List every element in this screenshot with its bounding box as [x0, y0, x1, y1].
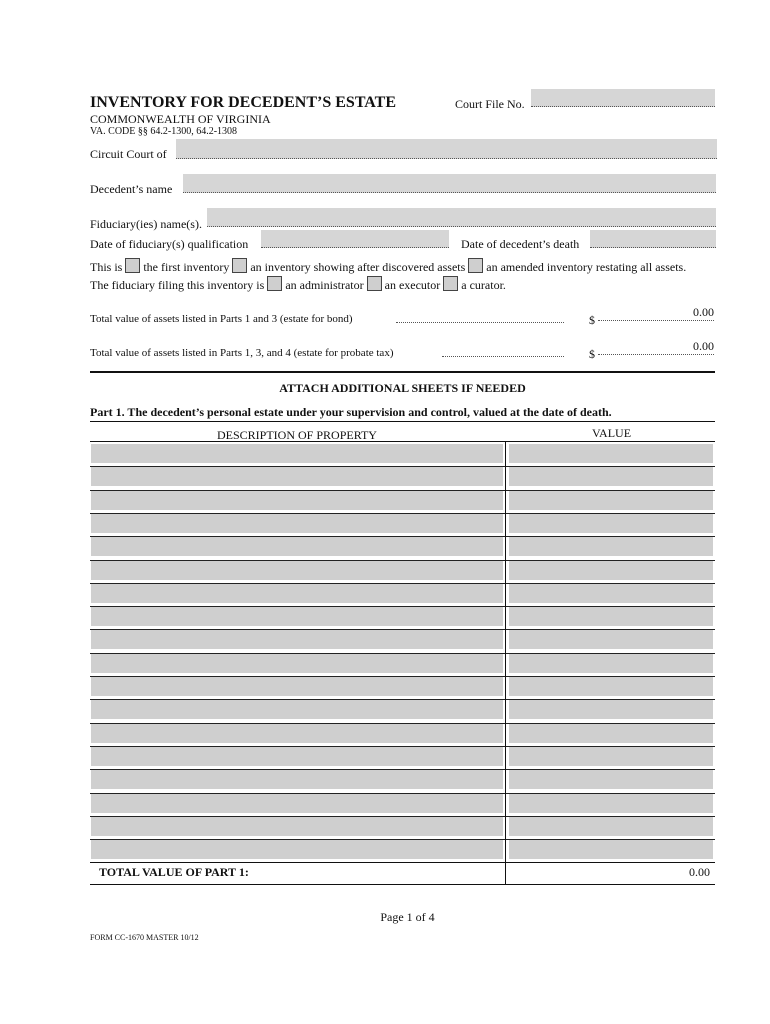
part1-total-label: TOTAL VALUE OF PART 1: — [99, 865, 249, 879]
description-input[interactable] — [91, 794, 503, 813]
fiduciary-type-row — [90, 276, 506, 292]
part1-heading: Part 1. The decedent’s personal estate under your supervision and control, valued at the date of death. — [90, 405, 612, 419]
fiduciary-type-prefix: The fiduciary filing this inventory is — [90, 278, 265, 292]
value-input[interactable] — [509, 747, 713, 766]
administrator-checkbox[interactable] — [267, 276, 282, 291]
row-divider — [90, 793, 715, 794]
total-row-top-rule — [90, 862, 715, 863]
value-input[interactable] — [509, 770, 713, 789]
inventory-type-prefix: This is — [90, 260, 123, 274]
first-inventory-label: the first inventory — [143, 260, 230, 274]
description-input[interactable] — [91, 724, 503, 743]
row-divider — [90, 653, 715, 654]
fiduciary-names-label: Fiduciary(ies) name(s). — [90, 217, 202, 231]
value-input[interactable] — [509, 444, 713, 463]
court-file-input[interactable] — [531, 89, 715, 107]
first-inventory-checkbox[interactable] — [125, 258, 140, 273]
bond-total-label: Total value of assets listed in Parts 1 and 3 (estate for bond) — [90, 313, 353, 325]
amended-inventory-checkbox[interactable] — [468, 258, 483, 273]
value-input[interactable] — [509, 584, 713, 603]
table-column-divider — [505, 441, 506, 885]
description-input[interactable] — [91, 584, 503, 603]
curator-label: a curator. — [461, 278, 506, 292]
description-input[interactable] — [91, 817, 503, 836]
value-input[interactable] — [509, 840, 713, 859]
decedent-name-label: Decedent’s name — [90, 182, 173, 196]
court-file-label: Court File No. — [455, 97, 525, 111]
section-divider — [90, 371, 715, 373]
description-input[interactable] — [91, 677, 503, 696]
qualification-date-label: Date of fiduciary(s) qualification — [90, 237, 249, 251]
value-input[interactable] — [509, 467, 713, 486]
col-description-header: DESCRIPTION OF PROPERTY — [217, 428, 377, 442]
bond-total-value[interactable]: 0.00 — [598, 305, 714, 321]
value-input[interactable] — [509, 537, 713, 556]
probate-currency: $ — [589, 347, 595, 361]
description-input[interactable] — [91, 770, 503, 789]
row-divider — [90, 560, 715, 561]
col-value-header: VALUE — [591, 426, 632, 440]
value-input[interactable] — [509, 491, 713, 510]
value-input[interactable] — [509, 654, 713, 673]
death-date-label: Date of decedent’s death — [461, 237, 580, 251]
description-input[interactable] — [91, 630, 503, 649]
bond-currency: $ — [589, 313, 595, 327]
after-discovered-checkbox[interactable] — [232, 258, 247, 273]
description-input[interactable] — [91, 467, 503, 486]
probate-total-label: Total value of assets listed in Parts 1, 3, and 4 (estate for probate tax) — [90, 347, 394, 359]
executor-checkbox[interactable] — [367, 276, 382, 291]
part1-total-value[interactable]: 0.00 — [689, 865, 710, 879]
inventory-type-row — [90, 258, 686, 274]
circuit-court-input[interactable] — [176, 139, 717, 159]
qualification-date-input[interactable] — [261, 230, 449, 248]
fiduciary-names-input[interactable] — [207, 208, 716, 227]
circuit-court-label: Circuit Court of — [90, 147, 167, 161]
form-id: FORM CC-1670 MASTER 10/12 — [90, 933, 199, 942]
value-input[interactable] — [509, 794, 713, 813]
commonwealth-label: COMMONWEALTH OF VIRGINIA — [90, 112, 271, 126]
description-input[interactable] — [91, 561, 503, 580]
after-discovered-label: an inventory showing after discovered assets — [250, 260, 466, 274]
row-divider — [90, 513, 715, 514]
curator-checkbox[interactable] — [443, 276, 458, 291]
description-input[interactable] — [91, 607, 503, 626]
total-row-bottom-rule — [90, 884, 715, 885]
amended-inventory-label: an amended inventory restating all assets. — [486, 260, 687, 274]
row-divider — [90, 746, 715, 747]
description-input[interactable] — [91, 747, 503, 766]
table-header-rule — [90, 441, 715, 442]
value-input[interactable] — [509, 630, 713, 649]
part1-heading-rule — [90, 421, 715, 422]
value-input[interactable] — [509, 724, 713, 743]
row-divider — [90, 699, 715, 700]
row-divider — [90, 606, 715, 607]
page-number: Page 1 of 4 — [380, 910, 435, 924]
row-divider — [90, 816, 715, 817]
row-divider — [90, 536, 715, 537]
description-input[interactable] — [91, 514, 503, 533]
description-input[interactable] — [91, 840, 503, 859]
administrator-label: an administrator — [285, 278, 364, 292]
description-input[interactable] — [91, 444, 503, 463]
value-input[interactable] — [509, 514, 713, 533]
probate-total-value[interactable]: 0.00 — [598, 339, 714, 355]
row-divider — [90, 629, 715, 630]
description-input[interactable] — [91, 491, 503, 510]
bond-leader — [396, 322, 564, 323]
description-input[interactable] — [91, 537, 503, 556]
value-input[interactable] — [509, 700, 713, 719]
row-divider — [90, 676, 715, 677]
attach-notice: ATTACH ADDITIONAL SHEETS IF NEEDED — [279, 381, 526, 395]
row-divider — [90, 466, 715, 467]
row-divider — [90, 769, 715, 770]
decedent-name-input[interactable] — [183, 174, 716, 193]
va-code-label: VA. CODE §§ 64.2-1300, 64.2-1308 — [90, 126, 238, 137]
row-divider — [90, 490, 715, 491]
value-input[interactable] — [509, 561, 713, 580]
description-input[interactable] — [91, 654, 503, 673]
row-divider — [90, 839, 715, 840]
value-input[interactable] — [509, 677, 713, 696]
death-date-input[interactable] — [590, 230, 716, 248]
probate-leader — [442, 356, 564, 357]
executor-label: an executor — [384, 278, 441, 292]
description-input[interactable] — [91, 700, 503, 719]
value-input[interactable] — [509, 607, 713, 626]
form-title: INVENTORY FOR DECEDENT’S ESTATE — [90, 94, 397, 111]
value-input[interactable] — [509, 817, 713, 836]
row-divider — [90, 723, 715, 724]
row-divider — [90, 583, 715, 584]
